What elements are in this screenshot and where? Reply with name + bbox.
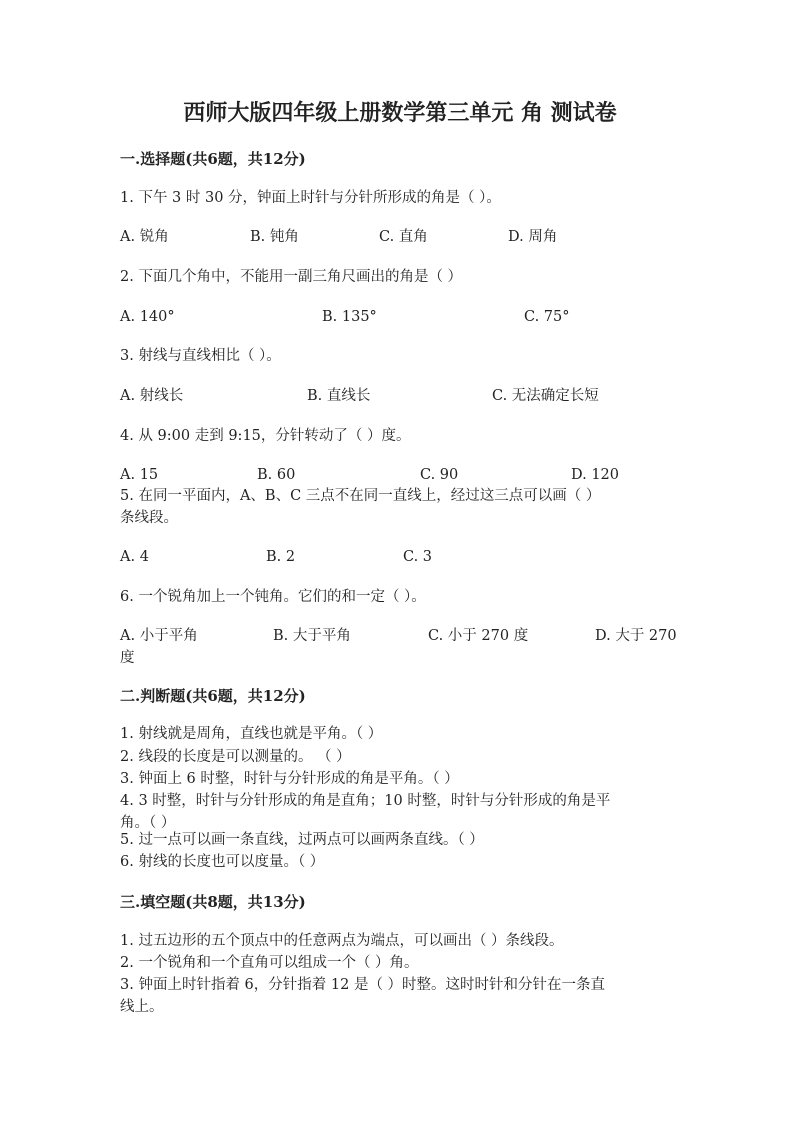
- option-d-wrap: 度: [120, 650, 135, 666]
- option-a: A. 15: [120, 467, 159, 483]
- option-b: B. 大于平角: [273, 628, 351, 644]
- option-row: [120, 464, 690, 486]
- option-d: D. 大于 270: [595, 628, 677, 644]
- option-c: C. 直角: [379, 229, 428, 245]
- option-a: A. 4: [120, 549, 149, 565]
- section-heading-choice: 一.选择题(共6题，共12分): [120, 150, 306, 168]
- option-a: A. 锐角: [120, 229, 169, 245]
- judge-item: [120, 790, 690, 834]
- option-row: [120, 226, 690, 248]
- fill-line: 线上。: [120, 999, 164, 1015]
- judge-item: 1. 射线就是周角，直线也就是平角。（ ）: [120, 726, 383, 742]
- fill-item: [120, 974, 690, 1018]
- question-stem: 4. 从 9:00 走到 9:15，分针转动了（ ）度。: [120, 428, 411, 444]
- option-row: [120, 306, 690, 328]
- option-row: [120, 625, 690, 669]
- option-b: B. 135°: [322, 309, 377, 325]
- question-stem: 3. 射线与直线相比（ ）。: [120, 348, 281, 364]
- option-c: C. 90: [420, 467, 459, 483]
- judge-item: 2. 线段的长度是可以测量的。 （ ）: [120, 749, 351, 765]
- option-c: C. 75°: [524, 309, 570, 325]
- judge-line: 4. 3 时整，时针与分针形成的角是直角；10 时整，时针与分针形成的角是平: [120, 793, 611, 809]
- option-b: B. 2: [266, 549, 296, 565]
- judge-item: 6. 射线的长度也可以度量。（ ）: [120, 854, 325, 870]
- option-a: A. 射线长: [120, 388, 184, 404]
- option-b: B. 60: [257, 467, 296, 483]
- question-line: 条线段。: [120, 510, 178, 526]
- question-line: 5. 在同一平面内，A、B、C 三点不在同一直线上，经过这三点可以画（ ）: [120, 488, 601, 504]
- judge-item: 5. 过一点可以画一条直线，过两点可以画两条直线。（ ）: [120, 832, 484, 848]
- option-a: A. 小于平角: [120, 628, 198, 644]
- judge-item: 3. 钟面上 6 时整，时针与分针形成的角是平角。（ ）: [120, 771, 459, 787]
- question-stem: 6. 一个锐角加上一个钝角。它们的和一定（ ）。: [120, 589, 426, 605]
- option-c: C. 3: [403, 549, 433, 565]
- option-row: [120, 385, 690, 407]
- option-d: D. 120: [571, 467, 620, 483]
- option-b: B. 钝角: [250, 229, 299, 245]
- page-title: 西师大版四年级上册数学第三单元 角 测试卷: [183, 100, 617, 126]
- section-heading-judge: 二.判断题(共6题，共12分): [120, 687, 306, 705]
- option-b: B. 直线长: [307, 388, 371, 404]
- option-c: C. 小于 270 度: [428, 628, 529, 644]
- option-c: C. 无法确定长短: [492, 388, 599, 404]
- option-a: A. 140°: [120, 309, 175, 325]
- judge-line: 角。（ ）: [120, 815, 176, 831]
- question-stem: 2. 下面几个角中，不能用一副三角尺画出的角是（ ）: [120, 269, 463, 285]
- question-stem: 1. 下午 3 时 30 分，钟面上时针与分针所形成的角是（ ）。: [120, 190, 501, 206]
- option-row: [120, 546, 690, 568]
- option-d: D. 周角: [508, 229, 558, 245]
- question-stem: [120, 485, 690, 529]
- fill-item: 1. 过五边形的五个顶点中的任意两点为端点，可以画出（ ）条线段。: [120, 933, 564, 949]
- fill-line: 3. 钟面上时针指着 6，分针指着 12 是（ ）时整。这时时针和分针在一条直: [120, 977, 606, 993]
- section-heading-fill: 三.填空题(共8题，共13分): [120, 893, 306, 911]
- fill-item: 2. 一个锐角和一个直角可以组成一个（ ）角。: [120, 955, 419, 971]
